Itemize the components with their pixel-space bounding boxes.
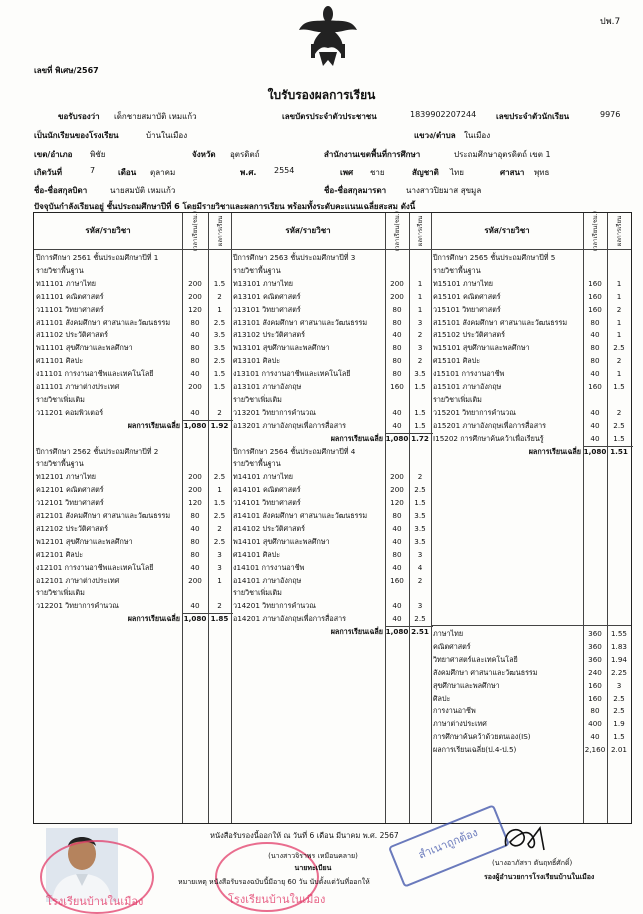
hours-cell: 2,160 (584, 745, 606, 755)
subject-cell: ปีการศึกษา 2562 ชั้นประถมศึกษาปีที่ 2 (36, 446, 159, 456)
grade-cell: 1.85 (210, 614, 229, 624)
hours-cell: 240 (588, 667, 602, 677)
director-position: รองผู้อำนวยการโรงเรียนบ้านในเมือง (484, 873, 595, 881)
hours-cell: 120 (188, 498, 202, 508)
subject-cell: ส13101 สังคมศึกษา ศาสนาและวัฒนธรรม (233, 317, 368, 327)
grade-cell: 1.83 (610, 641, 627, 651)
issue-date-note: หนังสือรับรองนี้ออกให้ ณ วันที่ 6 เดือน มีนาคม พ.ศ. 2567 (210, 831, 399, 840)
subject-cell: ว14101 วิทยาศาสตร์ (233, 498, 301, 508)
subject-cell: ง13101 การงานอาชีพและเทคโนโลยี (233, 369, 351, 379)
hours-cell: 40 (190, 562, 200, 572)
student-row-2 (34, 129, 623, 141)
hours-cell: 80 (392, 343, 402, 353)
grade-cell: 3 (217, 549, 222, 559)
hours-cell: 80 (190, 549, 200, 559)
student-name: เด็กชายสมาบัติ เหมแก้ว (114, 112, 197, 121)
subject-cell: ผลการเรียนเฉลี่ย(ป.4-ป.5) (433, 745, 517, 755)
grade-cell: 1 (616, 291, 622, 301)
born-day: 7 (90, 166, 96, 175)
subject-cell: รายวิชาเพิ่มเติม (233, 394, 282, 404)
hours-cell: 40 (190, 407, 200, 417)
grade-cell: 2 (217, 601, 222, 611)
grade-cell: 1.55 (610, 629, 627, 638)
subject-cell: ภาษาต่างประเทศ (433, 719, 487, 729)
grade-cell: 3.5 (414, 523, 426, 533)
hours-cell: 80 (392, 304, 402, 314)
grade-cell: 2.01 (610, 745, 627, 755)
grade-cell: 1 (417, 291, 423, 301)
grade-cell: 2 (217, 523, 222, 533)
grade-cell: 2 (417, 575, 423, 585)
hours-cell: 40 (392, 420, 402, 430)
subject-cell: ส14102 ประวัติศาสตร์ (233, 523, 306, 533)
hours-cell: 200 (188, 382, 202, 391)
district-label: เขต/อำเภอ (34, 150, 73, 159)
registrar-position: นายทะเบียน (294, 864, 332, 872)
born-label: เกิดวันที่ (34, 168, 63, 177)
grade-cell: 4 (417, 562, 423, 572)
subject-cell: การงานอาชีพ (433, 706, 476, 716)
grade-cell: 2 (217, 291, 222, 301)
subject-cell: ค13101 คณิตศาสตร์ (233, 291, 301, 301)
student-row-3 (34, 148, 623, 160)
hours-cell: 80 (392, 369, 402, 379)
subject-cell: ว14201 วิทยาการคำนวณ (233, 601, 316, 611)
subject-cell: ค14101 คณิตศาสตร์ (233, 485, 301, 495)
grade-cell: 1.5 (613, 382, 625, 391)
grade-cell: 2.25 (610, 667, 627, 677)
subject-cell: อ12101 ภาษาต่างประเทศ (36, 575, 120, 585)
director-signature-icon (500, 820, 550, 856)
grade-cell: 2.5 (213, 472, 226, 482)
grade-cell: 2.5 (213, 317, 226, 327)
subject-cell: ศ14101 ศิลปะ (233, 549, 281, 559)
school-stamp-left-text: โรงเรียนบ้านในเมือง (46, 895, 144, 908)
sex-label: เพศ (340, 168, 354, 177)
gpa-divider (182, 420, 233, 421)
hours-cell: 40 (590, 369, 600, 379)
subject-cell: รายวิชาพื้นฐาน (36, 459, 84, 469)
header-hours-2: เวลาเรียน(ชม.) (394, 211, 402, 251)
grade-cell: 1.5 (414, 407, 426, 417)
subject-cell: ท11101 ภาษาไทย (36, 278, 96, 288)
hours-cell: 360 (588, 641, 602, 651)
subdistrict: ในเมือง (464, 131, 491, 140)
grade-cell: 1.72 (411, 433, 429, 443)
grade-cell: 1 (217, 575, 222, 585)
grade-cell: 1 (217, 304, 222, 314)
province-label: จังหวัด (192, 150, 216, 159)
student-row-4 (34, 166, 623, 178)
subject-cell: ง11101 การงานอาชีพและเทคโนโลยี (36, 369, 154, 379)
subject-cell: ว11101 วิทยาศาสตร์ (36, 304, 104, 314)
subject-cell: ปีการศึกษา 2563 ชั้นประถมศึกษาปีที่ 3 (233, 253, 356, 262)
grade-cell: 3 (217, 562, 222, 572)
grade-cell: 1.92 (210, 420, 229, 430)
subject-cell: รายวิชาเพิ่มเติม (233, 588, 282, 598)
grade-cell: 1.5 (613, 433, 625, 443)
grade-cell: 3.5 (414, 369, 426, 379)
office-label: สำนักงานเขตพื้นที่การศึกษา (324, 150, 421, 159)
gpa-divider (182, 613, 233, 614)
hours-cell: 80 (190, 511, 200, 520)
grade-cell: 1.51 (610, 446, 628, 456)
header-grade-2: ผลการเรียน (417, 215, 424, 247)
subject-cell: อ13201 ภาษาอังกฤษเพื่อการสื่อสาร (233, 420, 347, 430)
registrar-name: (นางสาวจิราพร เหมือนคลาย) (268, 852, 358, 860)
hours-cell: 200 (390, 485, 404, 495)
hours-cell: 40 (190, 330, 200, 340)
grade-cell: 1.9 (613, 719, 625, 729)
subject-cell: รายวิชาเพิ่มเติม (36, 588, 85, 598)
form-code: ปพ.7 (600, 17, 621, 27)
grade-cell: 3.5 (213, 343, 226, 353)
school-label: เป็นนักเรียนของโรงเรียน (34, 131, 119, 140)
student-id: 9976 (600, 110, 621, 119)
subject-cell: ค15101 คณิตศาสตร์ (433, 291, 501, 301)
id-label: เลขบัตรประจำตัวประชาชน (282, 112, 377, 121)
subject-cell: ว15201 วิทยาการคำนวณ (433, 407, 516, 417)
subject-cell: ส14101 สังคมศึกษา ศาสนาและวัฒนธรรม (233, 511, 368, 520)
hours-cell: 1,080 (583, 446, 607, 456)
gpa-divider (385, 433, 433, 434)
hours-cell: 40 (190, 369, 200, 379)
grade-cell: 1.5 (213, 382, 226, 391)
student-id-label: เลขประจำตัวนักเรียน (496, 112, 570, 121)
status-line: ปัจจุบันกำลังเรียนอยู่ ชั้นประถมศึกษาปีที่ 6 โดยมีรายวิชาและผลการเรียน พร้อมทั้งระดับคะแนนเฉลี่ยสะสม ดังนี้ (34, 202, 416, 211)
subject-cell: ท15101 ภาษาไทย (433, 278, 493, 288)
hours-cell: 40 (392, 562, 402, 572)
hours-cell: 400 (588, 719, 602, 729)
hours-cell: 80 (190, 343, 200, 353)
hours-cell: 1,080 (385, 627, 409, 637)
grade-cell: 1 (217, 485, 222, 495)
religion: พุทธ (534, 168, 550, 177)
school-name: บ้านในเมือง (146, 131, 188, 140)
hours-cell: 160 (588, 680, 602, 690)
grade-cell: 1.5 (414, 420, 426, 430)
director-name: (นางอาภัสรา ตันฤทธิ์ศักดิ์) (492, 859, 573, 867)
grade-cell: 2.5 (613, 693, 625, 703)
office: ประถมศึกษาอุตรดิตถ์ เขต 1 (454, 150, 551, 159)
subject-cell: อ14201 ภาษาอังกฤษเพื่อการสื่อสาร (233, 614, 347, 624)
subject-cell: ว11201 คอมพิวเตอร์ (36, 407, 104, 417)
gpa-divider (583, 446, 633, 447)
subject-cell: ศ12101 ศิลปะ (36, 549, 84, 559)
hours-cell: 360 (588, 654, 602, 664)
grade-cell: 2 (616, 304, 622, 314)
month-label: เดือน (118, 168, 137, 177)
hours-cell: 40 (590, 420, 600, 430)
hours-cell: 200 (188, 278, 202, 288)
hours-cell: 160 (588, 278, 602, 288)
subject-cell: รายวิชาเพิ่มเติม (36, 394, 85, 404)
hours-cell: 40 (392, 614, 402, 624)
grade-cell: 2 (616, 407, 622, 417)
grade-cell: 2.5 (613, 706, 625, 716)
subject-cell: การศึกษาค้นคว้าด้วยตนเอง(IS) (433, 732, 531, 742)
subject-cell: I15202 การศึกษาค้นคว้าเพื่อเรียนรู้ (433, 433, 544, 443)
grade-cell: 2.5 (213, 536, 226, 546)
hours-cell: 40 (190, 601, 200, 611)
subject-cell: พ12101 สุขศึกษาและพลศึกษา (36, 536, 133, 546)
nationality: ไทย (450, 168, 464, 177)
religion-label: ศาสนา (500, 168, 525, 177)
subject-cell: อ13101 ภาษาอังกฤษ (233, 382, 302, 391)
subject-cell: ภาษาไทย (433, 629, 464, 638)
subject-cell: ค12101 คณิตศาสตร์ (36, 485, 104, 495)
grade-cell: 1.5 (414, 382, 426, 391)
sex: ชาย (370, 168, 385, 177)
garuda-emblem-icon (297, 4, 359, 68)
header-hours-1: เวลาเรียน(ชม.) (192, 211, 200, 251)
subject-cell: ศิลปะ (433, 693, 451, 703)
gpa-label: ผลการเรียนเฉลี่ย (528, 446, 581, 456)
student-row-5 (34, 184, 623, 196)
hours-cell: 80 (392, 511, 402, 520)
header-subject-2: รหัส/รายวิชา (285, 226, 331, 235)
subject-cell: ค11101 คณิตศาสตร์ (36, 291, 104, 301)
grade-cell: 3 (417, 343, 423, 353)
grade-cell: 2 (217, 407, 222, 417)
grade-cell: 2 (616, 356, 622, 366)
hours-cell: 200 (390, 291, 404, 301)
subject-cell: ศ13101 ศิลปะ (233, 356, 281, 366)
grade-cell: 1.5 (213, 498, 226, 508)
province: อุตรดิตถ์ (230, 150, 260, 159)
subject-cell: พ13101 สุขศึกษาและพลศึกษา (233, 343, 330, 353)
hours-cell: 200 (390, 472, 404, 482)
subject-cell: สังคมศึกษา ศาสนาและวัฒนธรรม (433, 667, 538, 677)
grade-cell: 1 (616, 317, 622, 327)
hours-cell: 40 (392, 407, 402, 417)
grade-cell: 3.5 (414, 536, 426, 546)
gpa-label: ผลการเรียนเฉลี่ย (330, 627, 383, 637)
subject-cell: พ11101 สุขศึกษาและพลศึกษา (36, 343, 133, 353)
grade-cell: 2.5 (613, 343, 625, 353)
subject-cell: อ15201 ภาษาอังกฤษเพื่อการสื่อสาร (433, 420, 547, 430)
subject-cell: รายวิชาพื้นฐาน (433, 265, 481, 275)
grade-cell: 1 (616, 369, 622, 379)
hours-cell: 80 (590, 356, 600, 366)
subject-cell: รายวิชาพื้นฐาน (233, 459, 281, 469)
subject-cell: อ14101 ภาษาอังกฤษ (233, 575, 302, 585)
hours-cell: 160 (390, 382, 404, 391)
subject-cell: ง12101 การงานอาชีพและเทคโนโลยี (36, 562, 154, 572)
grade-cell: 2 (417, 330, 423, 340)
subject-cell: ท12101 ภาษาไทย (36, 472, 96, 482)
hours-cell: 80 (392, 549, 402, 559)
subdistrict-label: แขวง/ตำบล (414, 131, 456, 140)
grade-cell: 2 (417, 356, 423, 366)
subject-cell: อ11101 ภาษาต่างประเทศ (36, 382, 120, 391)
subject-cell: อ15101 ภาษาอังกฤษ (433, 382, 502, 391)
hours-cell: 80 (190, 317, 200, 327)
student-row-6 (34, 200, 623, 212)
document-number: เลขที่ พิเศษ/2567 (34, 66, 99, 75)
subject-cell: ว15101 วิทยาศาสตร์ (433, 304, 501, 314)
hours-cell: 80 (590, 706, 600, 716)
hours-cell: 80 (190, 356, 200, 366)
hours-cell: 80 (190, 536, 200, 546)
id-number: 1839902207244 (410, 110, 477, 119)
subject-cell: ส15101 สังคมศึกษา ศาสนาและวัฒนธรรม (433, 317, 568, 327)
subject-cell: ปีการศึกษา 2564 ชั้นประถมศึกษาปีที่ 4 (233, 446, 356, 456)
subject-cell: ศ11101 ศิลปะ (36, 356, 84, 366)
subject-cell: รายวิชาเพิ่มเติม (433, 394, 482, 404)
hours-cell: 40 (590, 433, 600, 443)
school-stamp-center-text: โรงเรียนบ้านในเมือง (228, 893, 326, 906)
grade-cell: 1 (417, 278, 423, 288)
grade-cell: 2.5 (414, 614, 426, 624)
hours-cell: 120 (390, 498, 404, 508)
student-row-1 (34, 110, 623, 122)
hours-cell: 40 (392, 330, 402, 340)
hours-cell: 160 (390, 575, 404, 585)
subject-cell: คณิตศาสตร์ (433, 641, 471, 651)
grade-cell: 3 (417, 601, 423, 611)
subject-cell: ส12101 สังคมศึกษา ศาสนาและวัฒนธรรม (36, 511, 171, 520)
hours-cell: 40 (590, 330, 600, 340)
hours-cell: 200 (188, 575, 202, 585)
district: พิชัย (90, 150, 106, 159)
hours-cell: 200 (188, 472, 202, 482)
grade-cell: 1 (417, 304, 423, 314)
header-subject-3: รหัส/รายวิชา (484, 226, 530, 235)
certified-copy-stamp: สำเนาถูกต้อง (388, 804, 510, 888)
grade-cell: 3 (417, 549, 423, 559)
gpa-label: ผลการเรียนเฉลี่ย (127, 420, 180, 430)
grade-cell: 1.5 (213, 278, 226, 288)
hours-cell: 40 (392, 536, 402, 546)
grade-cell: 3.5 (213, 330, 226, 340)
grade-cell: 2.5 (613, 420, 625, 430)
grade-cell: 1 (616, 278, 622, 288)
subject-cell: ส11102 ประวัติศาสตร์ (36, 330, 109, 340)
subject-cell: ท14101 ภาษาไทย (233, 472, 293, 482)
born-year: 2554 (274, 166, 295, 175)
hours-cell: 40 (190, 523, 200, 533)
subject-cell: สุขศึกษาและพลศึกษา (433, 680, 500, 690)
hours-cell: 200 (188, 291, 202, 301)
grade-cell: 1.5 (213, 369, 226, 379)
subject-cell: ส12102 ประวัติศาสตร์ (36, 523, 109, 533)
father-label: ชื่อ-ชื่อสกุลบิดา (34, 186, 88, 195)
grades-table (33, 212, 632, 824)
nationality-label: สัญชาติ (412, 168, 439, 177)
subject-cell: ส11101 สังคมศึกษา ศาสนาและวัฒนธรรม (36, 317, 171, 327)
gpa-divider (385, 626, 433, 627)
subject-cell: ว13101 วิทยาศาสตร์ (233, 304, 301, 314)
hours-cell: 200 (390, 278, 404, 288)
grade-cell: 1.5 (613, 732, 625, 742)
subject-cell: ท13101 ภาษาไทย (233, 278, 293, 288)
hours-cell: 160 (588, 382, 602, 391)
father-name: นายสมบัติ เหมแก้ว (110, 186, 176, 195)
hours-cell: 360 (588, 629, 602, 638)
hours-cell: 80 (392, 317, 402, 327)
year-label: พ.ศ. (240, 168, 257, 177)
grade-cell: 2.5 (213, 356, 226, 366)
hours-cell: 40 (392, 523, 402, 533)
hours-cell: 160 (588, 304, 602, 314)
header-hours-3: เวลาเรียน(ชม.) (592, 211, 600, 251)
certify-label: ขอรับรองว่า (58, 112, 100, 121)
grade-cell: 1.94 (610, 654, 627, 664)
subject-cell: ศ15101 ศิลปะ (433, 356, 481, 366)
subject-cell: ว12201 วิทยาการคำนวณ (36, 601, 119, 611)
hours-cell: 80 (392, 356, 402, 366)
subject-cell: ง15101 การงานอาชีพ (433, 369, 505, 379)
hours-cell: 160 (588, 693, 602, 703)
hours-cell: 1,080 (183, 614, 207, 624)
grade-cell: 3.5 (414, 511, 426, 520)
hours-cell: 80 (590, 317, 600, 327)
hours-cell: 200 (188, 485, 202, 495)
header-grade-1: ผลการเรียน (217, 215, 224, 247)
validity-note: หมายเหตุ หนังสือรับรองฉบับนี้มีอายุ 60 วัน นับตั้งแต่วันที่ออกให้ (178, 878, 370, 886)
grade-cell: 2.5 (414, 485, 426, 495)
hours-cell: 1,080 (183, 420, 207, 430)
subject-cell: ว12101 วิทยาศาสตร์ (36, 498, 104, 508)
subject-cell: พ15101 สุขศึกษาและพลศึกษา (433, 343, 530, 353)
hours-cell: 160 (588, 291, 602, 301)
header-subject-1: รหัส/รายวิชา (85, 226, 131, 235)
header-grade-3: ผลการเรียน (616, 215, 623, 247)
subject-cell: รายวิชาพื้นฐาน (233, 265, 281, 275)
hours-cell: 40 (590, 732, 600, 742)
gpa-label: ผลการเรียนเฉลี่ย (127, 614, 180, 624)
hours-cell: 80 (590, 343, 600, 353)
hours-cell: 120 (188, 304, 202, 314)
subject-cell: รายวิชาพื้นฐาน (36, 265, 84, 275)
subject-cell: พ14101 สุขศึกษาและพลศึกษา (233, 536, 330, 546)
grade-cell: 2.51 (411, 627, 429, 637)
grade-cell: 2.5 (213, 511, 226, 520)
grade-cell: 3 (417, 317, 423, 327)
hours-cell: 40 (392, 601, 402, 611)
subject-cell: ว13201 วิทยาการคำนวณ (233, 407, 316, 417)
grade-cell: 1.5 (414, 498, 426, 508)
subject-cell: ส15102 ประวัติศาสตร์ (433, 330, 506, 340)
grade-cell: 3 (616, 680, 622, 690)
subject-cell: ปีการศึกษา 2565 ชั้นประถมศึกษาปีที่ 5 (433, 253, 556, 262)
hours-cell: 1,080 (385, 433, 409, 443)
gpa-label: ผลการเรียนเฉลี่ย (330, 433, 383, 443)
mother-label: ชื่อ-ชื่อสกุลมารดา (324, 186, 387, 195)
subject-cell: ง14101 การงานอาชีพ (233, 562, 305, 572)
hours-cell: 40 (590, 407, 600, 417)
subject-cell: วิทยาศาสตร์และเทคโนโลยี (433, 654, 518, 664)
document-title: ใบรับรองผลการเรียน (267, 88, 376, 102)
subject-cell: ส13102 ประวัติศาสตร์ (233, 330, 306, 340)
born-month: ตุลาคม (150, 168, 176, 177)
mother-name: นางสาวปิยมาส สุขมูล (406, 186, 482, 195)
subject-cell: ปีการศึกษา 2561 ชั้นประถมศึกษาปีที่ 1 (36, 253, 159, 262)
grade-cell: 1 (616, 330, 622, 340)
grade-cell: 2 (417, 472, 423, 482)
